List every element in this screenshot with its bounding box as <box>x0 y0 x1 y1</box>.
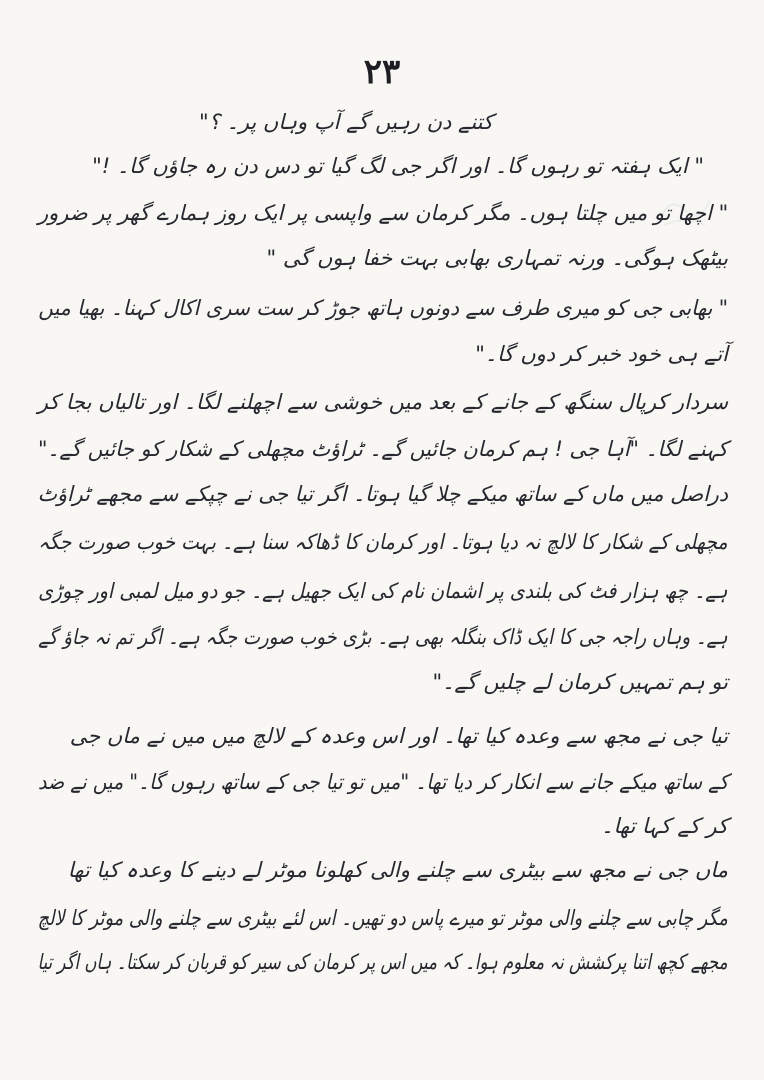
text-line: آتے ہی خود خبر کر دوں گا۔" <box>475 342 728 366</box>
text-line: ہے۔ چھ ہزار فٹ کی بلندی پر اشمان نام کی ایک جھیل ہے۔ جو دو میل لمبی اور چوڑی <box>38 579 728 603</box>
text-line: کے ساتھ میکے جانے سے انکار کر دیا تھا۔ "میں تو تیا جی کے ساتھ رہوں گا۔" میں نے ضد <box>37 770 728 794</box>
text-line: مجھے کچھ اتنا پرکشش نہ معلوم ہوا۔ کہ میں اس پر کرمان کی سیر کو قربان کر سکتا۔ ہاں اگر تیا <box>37 950 728 974</box>
text-line: مگر چابی سے چلنے والی موٹر تو میرے پاس دو تھیں۔ اس لئے بیٹری سے چلنے والی موٹر کا لالچ <box>37 906 728 930</box>
page-number: ۲۳ <box>363 52 401 92</box>
text-line: تیا جی نے مجھ سے وعدہ کیا تھا۔ اور اس وعدہ کے لالچ میں میں نے ماں جی <box>69 724 728 748</box>
text-line: سردار کرپال سنگھ کے جانے کے بعد میں خوشی سے اچھلنے لگا۔ اور تالیاں بجا کر <box>37 390 728 414</box>
text-line: " بھابی جی کو میری طرف سے دونوں ہاتھ جوڑ کر ست سری اکال کہنا۔ بھیا میں <box>38 296 728 320</box>
text-line: ہے۔ وہاں راجہ جی کا ایک ڈاک بنگلہ بھی ہے۔ بڑی خوب صورت جگہ ہے۔ اگر تم نہ جاؤ گے <box>38 625 728 649</box>
text-line: بیٹھک ہوگی۔ ورنہ تمہاری بھابی بہت خفا ہوں گی " <box>266 246 728 270</box>
text-line: کتنے دن رہیں گے آپ وہاں پر۔ ؟" <box>199 110 493 134</box>
text-line: دراصل میں ماں کے ساتھ میکے چلا گیا ہوتا۔ اگر تیا جی نے چپکے سے مجھے ٹراؤٹ <box>37 482 728 506</box>
text-line: " ایک ہفتہ تو رہوں گا۔ اور اگر جی لگ گیا تو دس دن رہ جاؤں گا۔ !" <box>92 154 704 178</box>
text-line: " اچھا تو میں چلتا ہوں۔ مگر کرمان سے واپسی پر ایک روز ہمارے گھر پر ضرور <box>37 201 728 225</box>
text-line: تو ہم تمہیں کرمان لے چلیں گے۔" <box>432 670 728 694</box>
text-line: مچھلی کے شکار کا لالچ نہ دیا ہوتا۔ اور کرمان کا ڈھاکہ سنا ہے۔ بہت خوب صورت جگہ <box>38 530 728 554</box>
text-line: ماں جی نے مجھ سے بیٹری سے چلنے والی کھلونا موٹر لے دینے کا وعدہ کیا تھا <box>67 858 728 882</box>
text-line: کر کے کہا تھا۔ <box>601 814 728 838</box>
text-line: کہنے لگا۔ "آہا جی ! ہم کرمان جائیں گے۔ ٹراؤٹ مچھلی کے شکار کو جائیں گے۔" <box>38 437 728 461</box>
